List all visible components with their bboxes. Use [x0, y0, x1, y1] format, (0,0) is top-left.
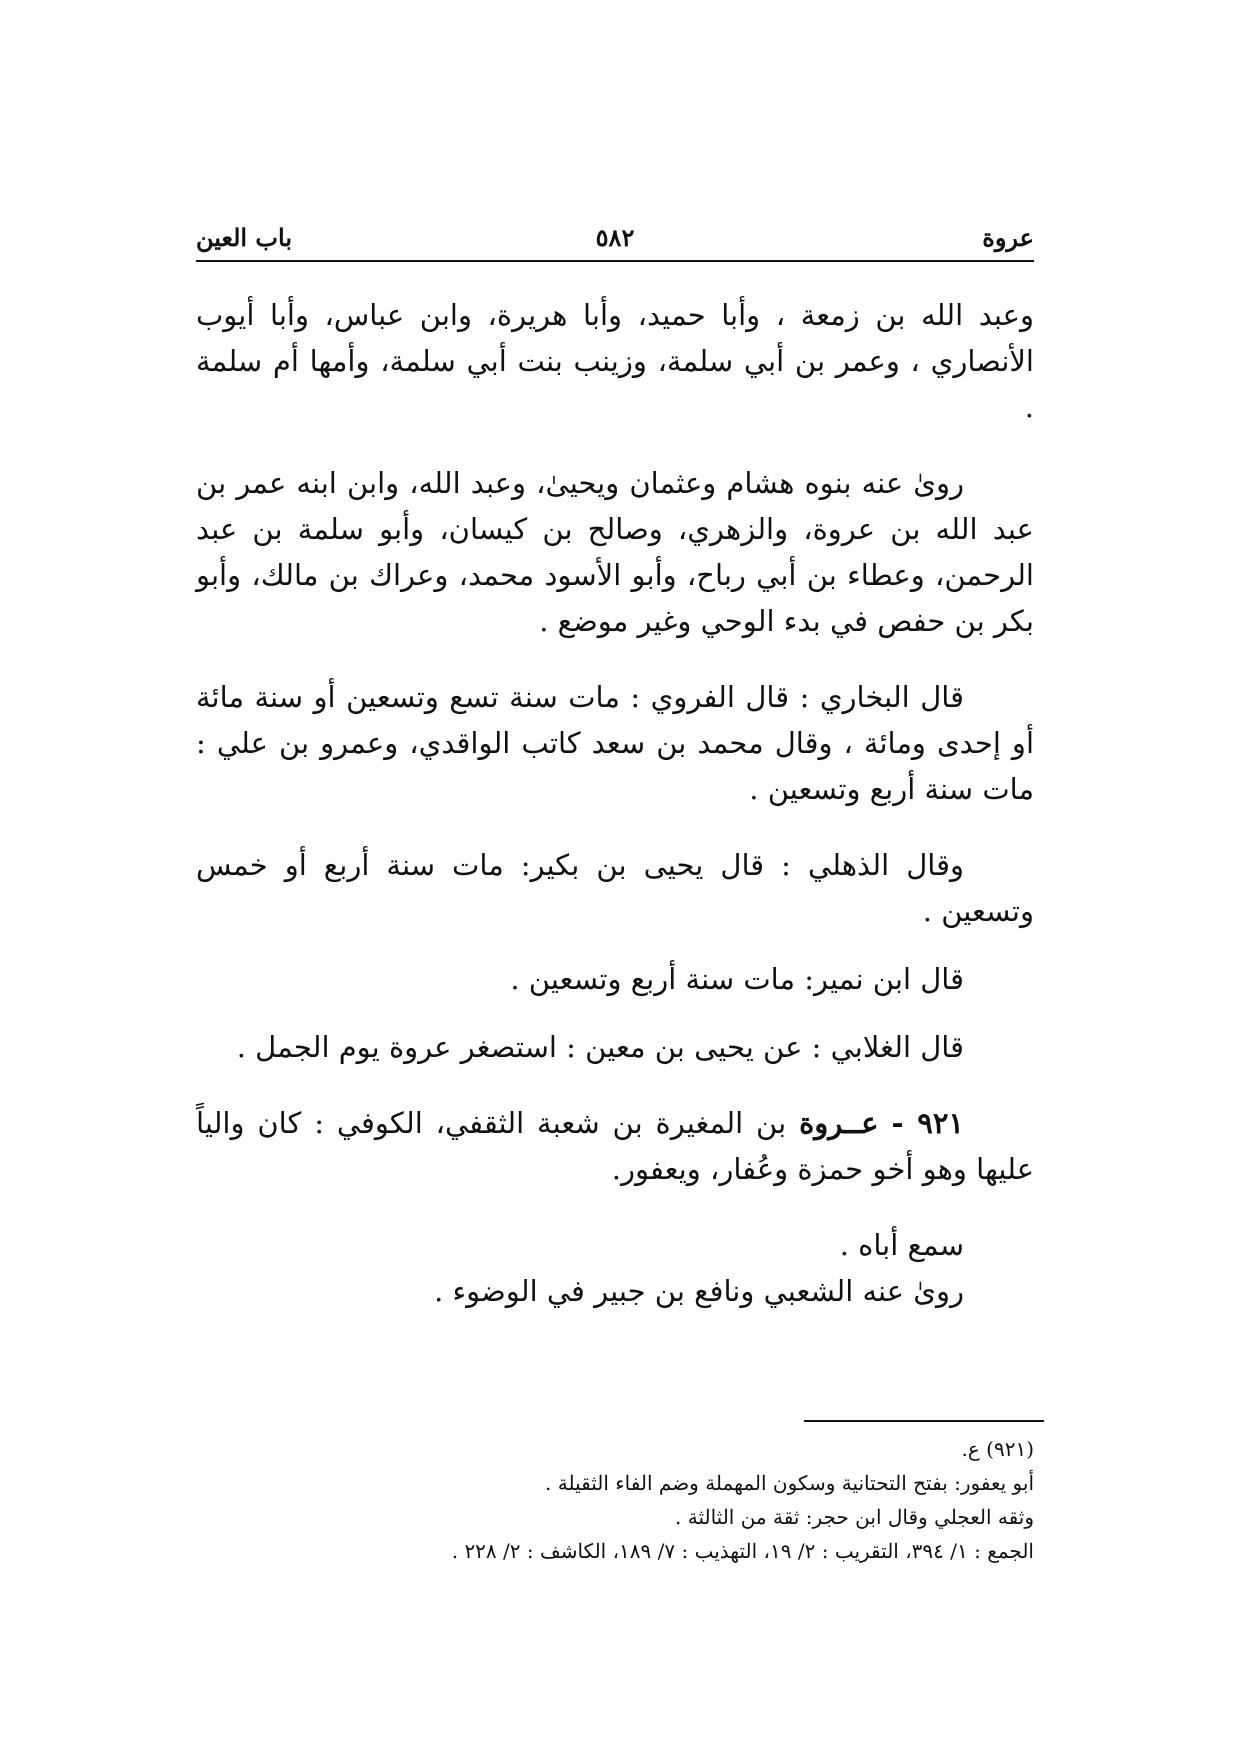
- page-number: ٥٨٢: [595, 223, 635, 252]
- paragraph-bukhari: قال البخاري : قال الفروي : مات سنة تسع وتسعين أو سنة مائة أو إحدى ومائة ، وقال محمد بن سعد كاتب الواقدي، وعمرو بن علي : مات سنة أربع وتسعين .: [196, 680, 1034, 806]
- paragraph-ibn-numair: قال ابن نمير: مات سنة أربع وتسعين .: [510, 962, 964, 996]
- running-head-entry-name: عروة: [982, 223, 1034, 252]
- footnote-line: وثقه العجلي وقال ابن حجر: ثقة من الثالثة .: [675, 1505, 1034, 1529]
- footnote-line: الجمع : ١/ ٣٩٤، التقريب : ٢/ ١٩، التهذيب : ٧/ ١٨٩، الكاشف : ٢/ ٢٢٨ .: [451, 1539, 1034, 1563]
- footnotes: [196, 1432, 1034, 1568]
- footnote-line: أبو يعفور: بفتح التحتانية وسكون المهملة وضم الفاء الثقيلة .: [545, 1471, 1034, 1495]
- entry-text: بن المغيرة بن شعبة الثقفي، الكوفي : كان والياً عليها وهو أخو حمزة وعُفار، ويعفور.: [196, 1106, 1034, 1186]
- footnote-divider: [804, 1420, 1044, 1422]
- paragraph-dhuhli: وقال الذهلي : قال يحيى بن بكير: مات سنة أربع أو خمس وتسعين .: [196, 848, 1034, 928]
- running-head-chapter: باب العين: [196, 223, 293, 252]
- paragraph-narrators: روىٰ عنه بنوه هشام وعثمان ويحيىٰ، وعبد الله، وابن ابنه عمر بن عبد الله بن عروة، والزهري، وصالح بن كيسان، وأبو سلمة بن عبد الرحمن، وعطاء بن أبي رباح، وأبو الأسود محمد، وعراك بن مالك، وأبو بكر بن حفص في بدء الوحي وغير موضع .: [196, 466, 1034, 638]
- entry-921: [196, 1100, 1034, 1192]
- paragraph-ghalabi: قال الغلابي : عن يحيى بن معين : استصغر عروة يوم الجمل .: [236, 1030, 964, 1064]
- footnote-line: (٩٢١) ع.: [961, 1437, 1034, 1461]
- entry-number: ٩٢١ -: [891, 1106, 965, 1140]
- entry-name: عــروة: [799, 1106, 879, 1140]
- running-head: [196, 220, 1034, 256]
- header-divider: [196, 260, 1034, 262]
- paragraph-heard-from: سمع أباه .: [839, 1228, 964, 1262]
- paragraph-teachers-continued: وعبد الله بن زمعة ، وأبا حميد، وأبا هريرة، وابن عباس، وأبا أيوب الأنصاري ، وعمر بن أبي سلمة، وزينب بنت أبي سلمة، وأمها أم سلمة .: [196, 298, 1034, 424]
- paragraph-narrated-by: روىٰ عنه الشعبي ونافع بن جبير في الوضوء .: [434, 1274, 964, 1308]
- main-text: [196, 292, 1034, 1314]
